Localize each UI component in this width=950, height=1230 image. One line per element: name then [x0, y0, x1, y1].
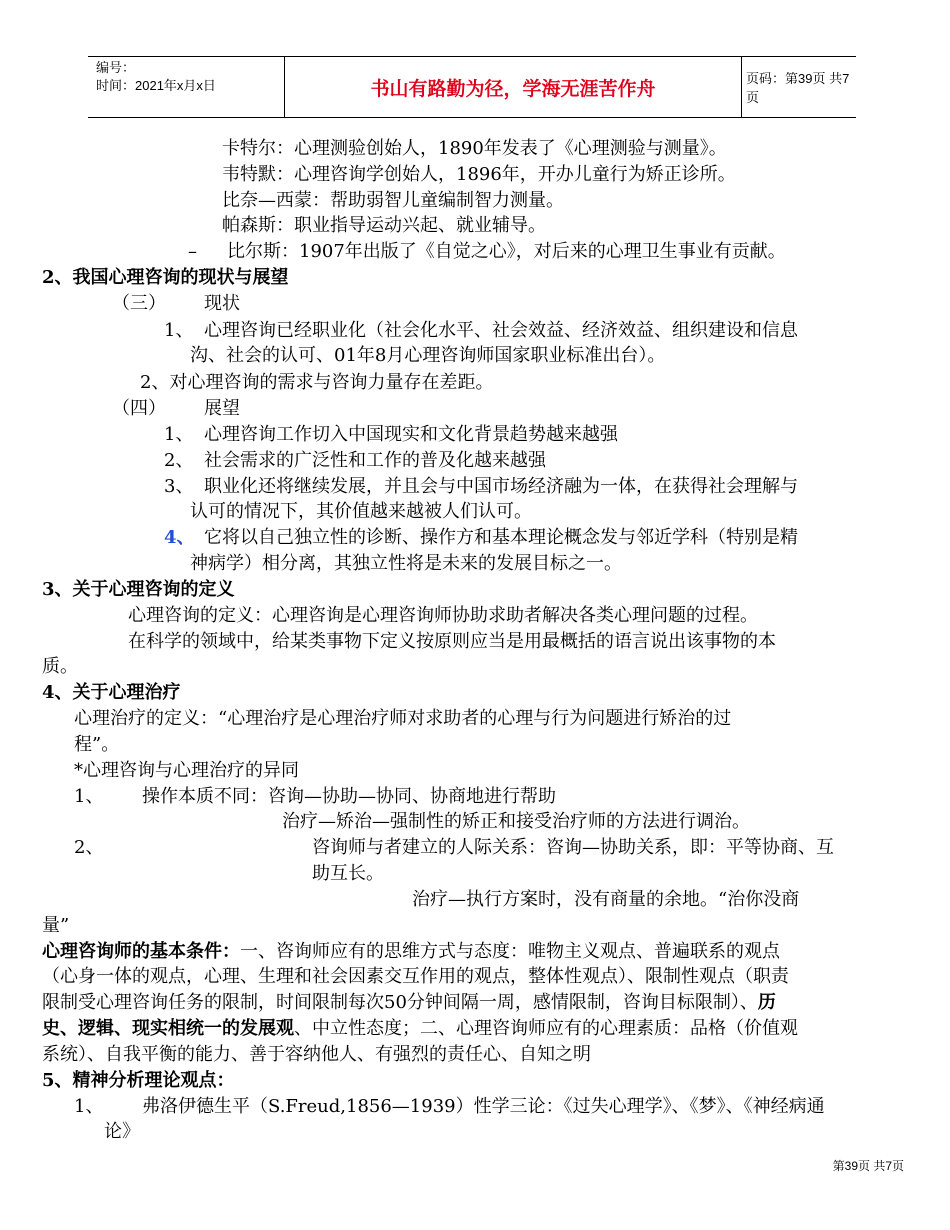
emphasis-text: 历: [757, 992, 776, 1013]
section-heading: 3、关于心理咨询的定义: [42, 579, 235, 600]
list-marker: –: [188, 241, 197, 262]
list-marker: （三）: [112, 293, 166, 314]
text-line: 治疗—执行方案时，没有商量的余地。“治你没商: [412, 889, 800, 910]
text-line: 认可的情况下，其价值越来越被人们认可。: [190, 501, 532, 522]
text-line: 心理咨询工作切入中国现实和文化背景趋势越来越强: [204, 424, 618, 445]
header-time-label: 时间：2021年x月x日: [96, 78, 216, 93]
list-marker: 1、: [74, 1096, 104, 1117]
list-marker: 1、: [74, 786, 104, 807]
text-line: 卡特尔：心理测验创始人，1890年发表了《心理测验与测量》。: [222, 138, 727, 159]
text-span: 限制受心理咨询任务的限制，时间限制每次50分钟间隔一周，感情限制，咨询目标限制）、: [42, 992, 758, 1013]
text-line: 比尔斯：1907年出版了《自觉之心》，对后来的心理卫生事业有贡献。: [227, 241, 786, 262]
text-line: 心理治疗的定义：“心理治疗是心理治疗师对求助者的心理与行为问题进行矫治的过: [74, 708, 732, 729]
text-line: 心理咨询已经职业化（社会化水平、社会效益、经济效益、组织建设和信息: [204, 320, 798, 341]
text-line: 韦特默：心理咨询学创始人，1896年，开办儿童行为矫正诊所。: [222, 164, 736, 185]
text-line: 治疗—矫治—强制性的矫正和接受治疗师的方法进行调治。: [282, 811, 750, 832]
list-marker: 1、: [164, 320, 194, 341]
text-line: 帕森斯：职业指导运动兴起、就业辅导。: [222, 215, 546, 236]
text-line: 论》: [104, 1121, 140, 1142]
qualifications-line: [42, 1017, 798, 1041]
text-line: *心理咨询与心理治疗的异同: [74, 760, 299, 781]
emphasis-text: 史、逻辑、现实相统一的发展观: [42, 1018, 294, 1039]
list-marker: 2、: [164, 450, 194, 471]
text-line: 职业化还将继续发展，并且会与中国市场经济融为一体，在获得社会理解与: [204, 476, 798, 497]
header-number-label: 编号：: [96, 60, 136, 75]
header-motto: 书山有路勤为径，学海无涯苦作舟: [370, 78, 656, 100]
header-motto-cell: [284, 57, 742, 117]
header-page-label: 页码：第39页 共7页: [746, 71, 850, 105]
subheading: 展望: [204, 398, 240, 419]
qualifications-heading: 心理咨询师的基本条件：: [42, 941, 240, 962]
text-line: 比奈—西蒙：帮助弱智儿童编制智力测量。: [222, 190, 564, 211]
text-line: 系统）、自我平衡的能力、善于容纳他人、有强烈的责任心、自知之明: [42, 1044, 591, 1065]
text-line: 心理咨询的定义：心理咨询是心理咨询师协助求助者解决各类心理问题的过程。: [128, 605, 758, 626]
text-span: 一、咨询师应有的思维方式与态度：唯物主义观点、普遍联系的观点: [240, 941, 780, 962]
text-line: 操作本质不同：咨询—协助—协同、协商地进行帮助: [142, 786, 556, 807]
text-line: 咨询师与者建立的人际关系：咨询—协助关系，即：平等协商、互: [312, 837, 834, 858]
text-span: 、中立性态度；二、心理咨询师应有的心理素质：品格（价值观: [294, 1018, 798, 1039]
section-heading: 4、关于心理治疗: [42, 682, 181, 703]
text-line: （心身一体的观点，心理、生理和社会因素交互作用的观点，整体性观点）、限制性观点（职责: [42, 966, 789, 987]
text-line: 程”。: [74, 734, 120, 755]
text-line: 神病学）相分离，其独立性将是未来的发展目标之一。: [190, 553, 622, 574]
header-left-cell: [88, 57, 284, 117]
text-line: 助互长。: [312, 863, 384, 884]
text-line: 在科学的领域中，给某类事物下定义按原则应当是用最概括的语言说出该事物的本: [128, 631, 776, 652]
page-footer: 第39页 共7页: [832, 1159, 904, 1173]
list-marker: （四）: [112, 398, 166, 419]
list-marker: 3、: [164, 476, 194, 497]
list-marker: 4、: [164, 527, 195, 548]
text-line: 2、对心理咨询的需求与咨询力量存在差距。: [140, 372, 494, 393]
text-line: 弗洛伊德生平（S.Freud,1856—1939）性学三论：《过失心理学》、《梦》、《神经病通: [142, 1096, 825, 1117]
subheading: 现状: [204, 293, 240, 314]
text-line: 沟、社会的认可、01年8月心理咨询师国家职业标准出台）。: [190, 345, 666, 366]
text-line: 社会需求的广泛性和工作的普及化越来越强: [204, 450, 546, 471]
qualifications-line: [42, 940, 780, 964]
qualifications-line: [42, 991, 776, 1015]
list-marker: 1、: [164, 424, 194, 445]
list-marker: 2、: [74, 837, 104, 858]
text-line: 质。: [42, 656, 78, 677]
text-line: 它将以自己独立性的诊断、操作方和基本理论概念发与邻近学科（特别是精: [204, 527, 798, 548]
section-heading: 5、精神分析理论观点：: [42, 1070, 235, 1091]
page-header: [88, 56, 856, 118]
section-heading: 2、我国心理咨询的现状与展望: [42, 267, 289, 288]
text-line: 量”: [42, 915, 70, 936]
